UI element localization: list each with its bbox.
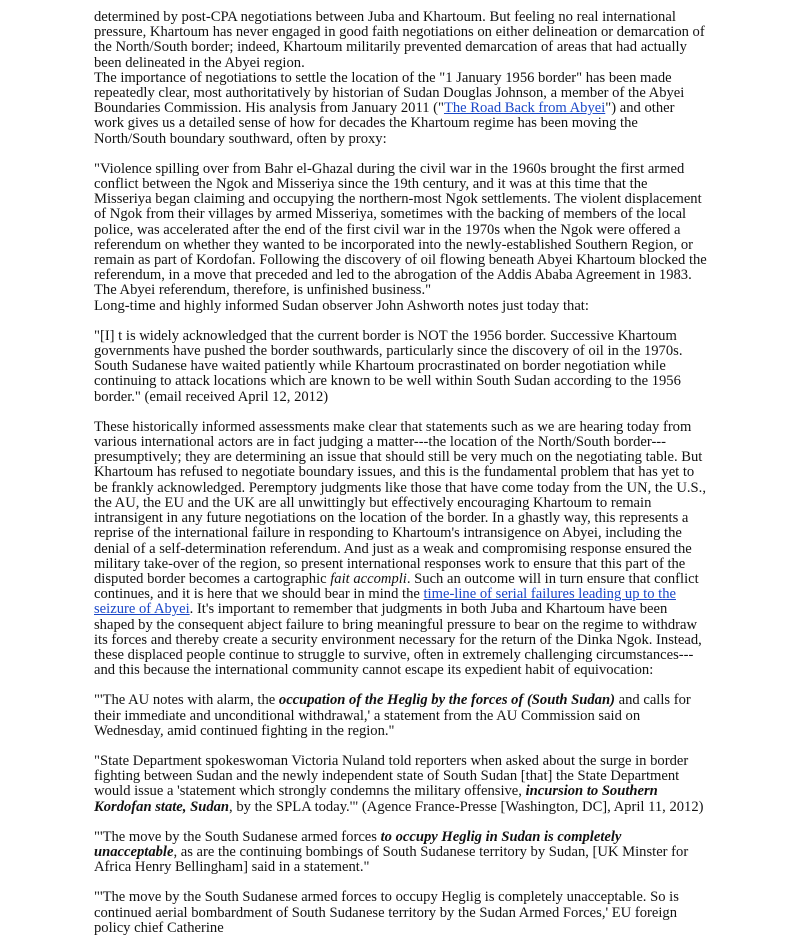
link-timeline-serial-failures[interactable]: time-line of serial failures leading up to the seizure of Abyei — [94, 586, 676, 618]
link-road-back-from-abyei[interactable]: The Road Back from Abyei — [443, 100, 606, 117]
paragraph-johnson-analysis — [94, 71, 708, 147]
quote-state-department — [94, 754, 708, 815]
quote-emphasis: occupation of the Heglig by the forces of (South Sudan) — [278, 692, 615, 709]
quote-emphasis: to occupy Heglig in Sudan is completely unacceptable — [94, 828, 622, 860]
quote-eu-statement: "'The move by the South Sudanese armed forces to occupy Heglig is completely unacceptable. So is continued aerial bombardment of South Sudanese territory by the Sudan Armed Forces,' EU foreign policy chief Catherine — [94, 889, 679, 936]
quote-ashworth: "[I] t is widely acknowledged that the current border is NOT the 1956 border. Successive Khartoum governments have pushed the border southwards, particularly since the discovery of oil in the 1970s. South Sudanese have waited patiently while Khartoum procrastinated on border negotiation while continuing to attack locations which are known to be well within South Sudan according to the 1956 border." (email received April 12, 2012) — [94, 327, 683, 405]
quote-text: "State Department spokeswoman Victoria Nuland told reporters when asked about the surge in border fighting between Sudan and the newly independent state of South Sudan [that] the State Department would issue a 'statement which strongly condemns the military offensive, — [94, 752, 689, 800]
quote-johnson: "Violence spilling over from Bahr el-Ghazal during the civil war in the 1960s brought the first armed conflict between the Ngok and Misseriya since the 19th century, and it was at this time that the Misseriya began claiming and occupying the northern-most Ngok settlements. The violent displacement of Ngok from their villages by armed Misseriya, sometimes with the backing of members of the local police, was accelerated after the end of the first civil war in the 1970s when the Ngok were offered a referendum on whether they wanted to be incorporated into the newly-established Southern Region, or remain as part of Kordofan. Following the discovery of oil flowing beneath Abyei Khartoum blocked the referendum, in a move that preceded and led to the abrogation of the Addis Ababa Agreement in 1983. The Abyei referendum, therefore, is unfinished business." — [94, 160, 707, 299]
quote-text: "'The AU notes with alarm, the — [94, 692, 279, 709]
paragraph-text: . It's important to remember that judgments in both Juba and Khartoum have been shaped by the consequent abject failure to bring meaningful pressure to bear on the regime to withdraw its forces and thereby create a security environment necessary for the return of the Dinka Ngok. Instead, these displaced people continue to struggle to survive, often in extremely challenging circumstances---and this because the international community cannot escape its expedient habit of equivocation: — [94, 601, 702, 679]
paragraph-ashworth-intro: Long-time and highly informed Sudan observer John Ashworth notes just today that: — [94, 297, 589, 314]
quote-au-statement — [94, 693, 708, 739]
paragraph-text: These historically informed assessments make clear that statements such as we are hearing today from various international actors are in fact judging a matter---the location of the North/South border---presumptively; they are determining an issue that should still be very much on the negotiating table. But Khartoum has refused to negotiate boundary issues, and this is the fundamental problem that has yet to be frankly acknowledged. Peremptory judgments like those that have come today from the UN, the U.S., the AU, the EU and the UK are all unwittingly but effectively encouraging Khartoum to remain intransigent in any future negotiations on the location of the border. In a ghastly way, this represents a reprise of the international failure in responding to Khartoum's intransigence on Abyei, including the denial of a self-determination referendum. And just as a weak and compromising response ensured the military take-over of the region, so present international responses work to ensure that this part of the disputed border becomes a cartographic — [94, 418, 706, 587]
quote-emphasis: incursion to Southern Kordofan state, Sudan — [94, 783, 658, 815]
paragraph-text: The importance of negotiations to settle the location of the "1 January 1956 border" has been made repeatedly clear, most authoritatively by historian of Sudan Douglas Johnson, a member of the Abyei Boundaries Commission. His analysis from January 2011 (" — [94, 69, 685, 117]
quote-uk-minister — [94, 830, 708, 876]
quote-text: , by the SPLA today.'" (Agence France-Presse [Washington, DC], April 11, 2012) — [229, 798, 704, 815]
document-body — [94, 10, 708, 936]
quote-text: , as are the continuing bombings of South Sudanese territory by Sudan, [UK Minster for Africa Henry Bellingham] said in a statement." — [94, 843, 689, 876]
italic-fait-accompli: fait accompli — [330, 570, 407, 587]
paragraph-text: . Such an outcome will in turn ensure that conflict continues, and it is here that we should bear in mind the — [94, 570, 699, 603]
paragraph-assessments — [94, 420, 708, 678]
quote-text: and calls for their immediate and unconditional withdrawal,' a statement from the AU Commission said on Wednesday, amid continued fighting in the region." — [94, 692, 691, 739]
quote-text: "'The move by the South Sudanese armed forces — [94, 828, 381, 845]
paragraph-text: ") and other work gives us a detailed sense of how for decades the Khartoum regime has been moving the North/South boundary southward, often by proxy: — [94, 100, 675, 147]
paragraph-border-negotiations: determined by post-CPA negotiations between Juba and Khartoum. But feeling no real international pressure, Khartoum has never engaged in good faith negotiations on either delineation or demarcation of the North/South border; indeed, Khartoum militarily prevented demarcation of areas that had actually been delineated in the Abyei region. — [94, 9, 705, 71]
